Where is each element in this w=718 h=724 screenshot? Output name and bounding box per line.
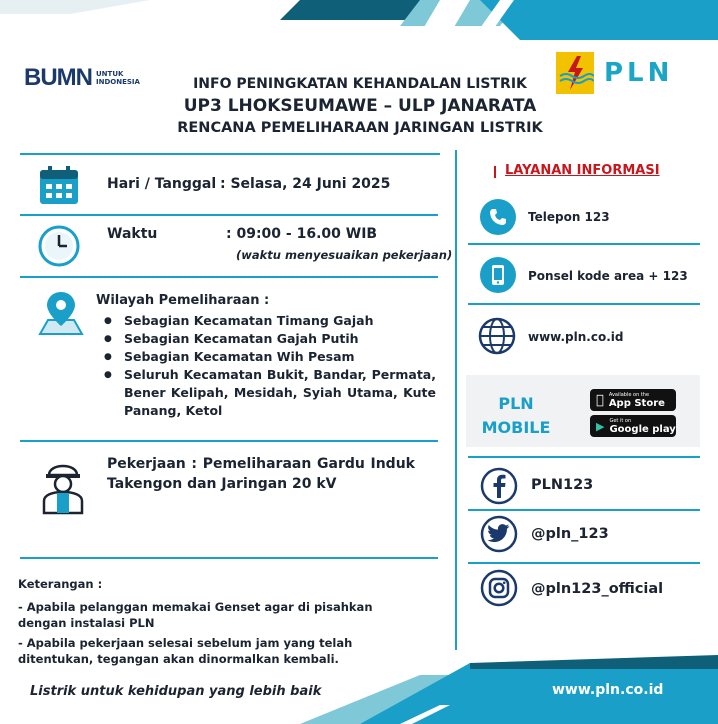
work-description: Pekerjaan : Pemeliharaan Gardu Induk Takengon dan Jaringan 20 kV: [107, 456, 415, 492]
footer-url[interactable]: www.pln.co.id: [552, 682, 664, 698]
divider: [468, 303, 700, 305]
facebook-icon[interactable]: [479, 466, 519, 506]
list-item: ● Sebagian Kecamatan Wih Pesam: [96, 348, 436, 366]
header-titles: [150, 76, 570, 136]
globe-icon: [477, 316, 517, 356]
note-2: - Apabila pekerjaan selesai sebelum jam yang telah ditentukan, tegangan akan dinormalkan kembali.: [18, 636, 353, 666]
time-note: (waktu menyesuaikan pekerjaan): [236, 248, 453, 262]
date-label: Hari / Tanggal: [107, 176, 217, 192]
instagram-handle[interactable]: @pln123_official: [531, 581, 664, 597]
divider: [20, 276, 438, 278]
google-play-button[interactable]: ▶ Get it on Google play: [590, 415, 676, 437]
top-decoration: [0, 0, 718, 48]
title-line-1: INFO PENINGKATAN KEHANDALAN LISTRIK: [193, 76, 527, 92]
list-item: ● Sebagian Kecamatan Timang Gajah: [96, 312, 436, 330]
divider: [468, 456, 700, 458]
divider: [20, 440, 438, 442]
phone-text: Telepon 123: [528, 210, 610, 224]
title-line-2: UP3 LHOKSEUMAWE – ULP JANARATA: [183, 96, 537, 116]
column-divider: [455, 150, 457, 650]
calendar-icon: [38, 164, 80, 206]
divider: [20, 153, 440, 155]
map-pin-icon: [36, 290, 86, 338]
divider: [468, 562, 700, 564]
pln-mobile-label: PLN MOBILE: [481, 394, 551, 437]
twitter-icon[interactable]: [479, 514, 519, 554]
pln-logo: PLN: [556, 52, 673, 94]
notes-title: Keterangan :: [18, 577, 103, 591]
instagram-icon[interactable]: [479, 568, 519, 608]
divider: [468, 243, 700, 245]
twitter-handle[interactable]: @pln_123: [531, 526, 609, 542]
phone-icon: [480, 199, 516, 235]
mobile-icon: [480, 257, 516, 293]
area-label: Wilayah Pemeliharaan :: [96, 293, 270, 308]
title-line-3: RENCANA PEMELIHARAAN JARINGAN LISTRIK: [177, 120, 543, 136]
mobile-text: Ponsel kode area + 123: [528, 269, 688, 283]
facebook-handle[interactable]: PLN123: [531, 477, 594, 493]
web-text[interactable]: www.pln.co.id: [528, 330, 624, 344]
divider: [20, 214, 438, 216]
info-title-marker: [494, 166, 496, 178]
time-value: : 09:00 - 16.00 WIB: [226, 226, 378, 242]
list-item: ● Sebagian Kecamatan Gajah Putih: [96, 330, 436, 348]
bumn-logo: BUMN UNTUK INDONESIA: [24, 64, 140, 91]
worker-icon: [40, 457, 86, 515]
list-item: ● Seluruh Kecamatan Bukit, Bandar, Permata, Bener Kelipah, Mesidah, Syiah Utama, Kute Panang, Ketol: [96, 366, 436, 420]
divider: [20, 557, 438, 559]
footer-slogan: Listrik untuk kehidupan yang lebih baik: [30, 684, 322, 699]
app-store-button[interactable]: Available on the App Store: [590, 389, 676, 411]
note-1: - Apabila pelanggan memakai Genset agar di pisahkan dengan instalasi PLN: [18, 600, 373, 630]
info-title: LAYANAN INFORMASI: [505, 163, 660, 178]
divider: [468, 509, 700, 511]
time-label: Waktu: [107, 226, 158, 242]
date-value: : Selasa, 24 Juni 2025: [220, 176, 391, 192]
area-list: [96, 312, 436, 420]
clock-icon: [38, 225, 80, 267]
